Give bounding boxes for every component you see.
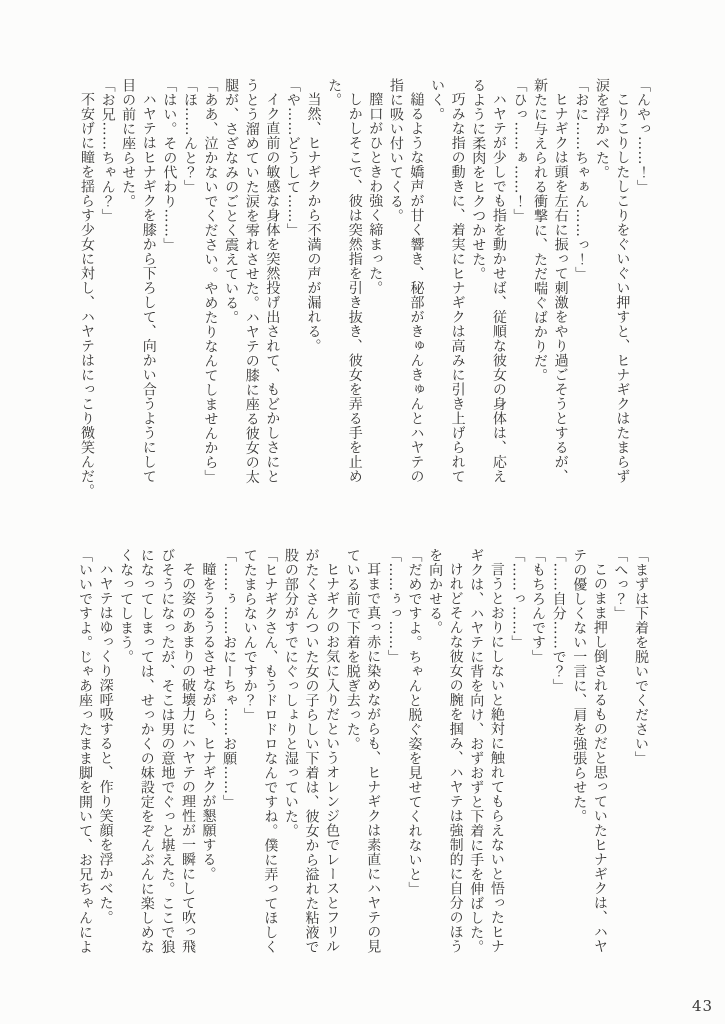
text-line: 「だめですよ。ちゃんと脱ぐ姿を見せてくれないと」 xyxy=(406,548,423,896)
text-line: このまま押し倒されるものだと思っていたヒナギクは、ハヤ xyxy=(591,562,608,954)
text-line: た。 xyxy=(326,78,343,107)
text-line: 「もちろんです」 xyxy=(530,548,547,664)
text-line: 「……ぅ……おにーちゃ……お願……」 xyxy=(221,548,238,809)
text-line: 「お兄……ちゃん？」 xyxy=(99,78,116,223)
text-line: 当然、ヒナギクから不満の声が漏れる。 xyxy=(305,92,322,353)
text-line: 「へっ？」 xyxy=(612,548,629,621)
text-line: 「……自分……で？」 xyxy=(550,548,567,693)
text-line: イク直前の敏感な身体を突然投げ出されて、もどかしさにと xyxy=(264,92,281,484)
text-line: 膣口がひときわ強く締まった。 xyxy=(367,92,384,295)
text-line: ハヤテはヒナギクを膝から下ろして、向かい合うようにして xyxy=(140,92,157,484)
text-line: ている前で下着を脱ぎ去った。 xyxy=(344,548,361,751)
text-line: るように柔肉をヒクつかせた。 xyxy=(470,78,487,281)
text-line: びそうになったが、そこは男の意地でぐっと堪えた。ここで狼 xyxy=(159,548,176,954)
text-line: くなってしまう。 xyxy=(118,548,135,664)
text-line: うとう溜めていた涙を零れさせた。ハヤテの膝に座る彼女の太 xyxy=(243,78,260,484)
text-line: ヒナギクは頭を左右に振って刺激をやり過ごそうとするが、 xyxy=(552,92,569,484)
text-line: 「……っ……」 xyxy=(509,548,526,650)
text-line: 「まずは下着を脱いでください」 xyxy=(633,548,649,766)
text-line: 「や……どうして……」 xyxy=(284,78,301,238)
text-line: がたくさんついた女の子らしい下着は、彼女から溢れた粘液で xyxy=(303,548,320,954)
text-line: 巧みな指の動きに、着実にヒナギクは高みに引き上げられて xyxy=(449,92,466,484)
text-line: 耳まで真っ赤に染めながらも、ヒナギクは素直にハヤテの見 xyxy=(365,562,382,954)
text-line: 縋るような嬌声が甘く響き、秘部がきゅんきゅんとハヤテの xyxy=(408,92,425,484)
text-line: 「ひっ……ぁ……！」 xyxy=(511,78,528,223)
text-line: テの優しくない一言に、肩を強張らせた。 xyxy=(571,548,588,824)
text-line: 腿が、さざなみのごとく震えている。 xyxy=(223,78,240,325)
text-line: 「ヒナギクさん、もうドロドロなんですね。僕に弄ってほしく xyxy=(262,548,279,954)
text-line: 「ほ……んと？」 xyxy=(181,78,198,194)
text-line: 「ああ、泣かないでください。やめたりなんてしませんから」 xyxy=(202,78,219,484)
text-line: 言うとおりにしないと絶対に触れてもらえないと悟ったヒナ xyxy=(488,562,505,954)
text-line: てたまらないんですか？」 xyxy=(241,548,258,722)
text-line: しかしそこで、彼は突然指を引き抜き、彼女を弄る手を止め xyxy=(346,92,363,484)
page-number: 43 xyxy=(692,997,714,1015)
text-line: 「んやっ……！」 xyxy=(635,78,651,194)
text-line: ヒナギクのお気に入りだというオレンジ色でレースとフリル xyxy=(324,562,341,954)
text-line: になってしまっては、せっかくの妹設定をぞんぶんに楽しめな xyxy=(138,548,155,954)
text-line: ハヤテが少しでも指を動かせば、従順な彼女の身体は、応え xyxy=(490,92,507,484)
text-line: 涙を浮かべた。 xyxy=(593,78,610,180)
text-line: その姿のあまりの破壊力にハヤテの理性が一瞬にして吹っ飛 xyxy=(179,562,196,954)
text-line: いく。 xyxy=(429,78,446,122)
text-line: こりこりしたしこりをぐいぐい押すと、ヒナギクはたまらず xyxy=(614,92,631,484)
text-line: 目の前に座らせた。 xyxy=(120,78,137,209)
text-line: 「……ぅっ……」 xyxy=(385,548,402,664)
text-line: 股の部分がすでにぐっしょりと湿っていた。 xyxy=(282,548,299,838)
text-line: けれどそんな彼女の腕を掴み、ハヤテは強制的に自分のほう xyxy=(447,562,464,954)
text-block-top xyxy=(73,78,653,498)
text-line: ギクは、ハヤテに背を向け、おずおずと下着に手を伸ばした。 xyxy=(468,548,485,954)
text-line: 「はい。その代わり……」 xyxy=(161,78,178,252)
text-line: 瞳をうるうるさせながら、ヒナギクが懇願する。 xyxy=(200,562,217,881)
text-line: 指に吸い付いてくる。 xyxy=(387,78,404,223)
text-line: 「いいですよ。じゃあ座ったまま脚を開いて、お兄ちゃんによ xyxy=(76,548,93,954)
text-block-bottom xyxy=(71,548,651,958)
text-line: 「おに……ちゃぁん……っ！」 xyxy=(573,78,590,281)
text-line: 新たに与えられる衝撃に、ただ喘ぐばかりだ。 xyxy=(532,78,549,383)
text-line: 不安げに瞳を揺らす少女に対し、ハヤテはにっこり微笑んだ。 xyxy=(78,92,95,498)
text-line: ハヤテはゆっくり深呼吸すると、作り笑顔を浮かべた。 xyxy=(97,562,114,925)
text-line: を向かせる。 xyxy=(427,548,444,635)
